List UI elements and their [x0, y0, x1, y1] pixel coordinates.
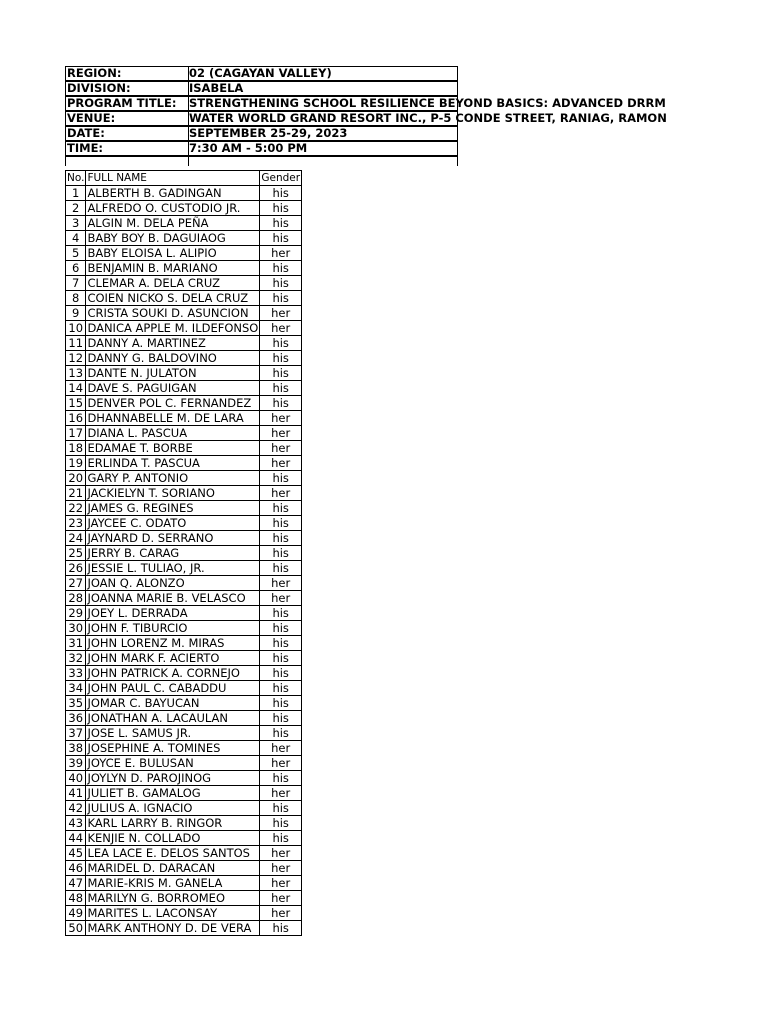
- participant-name: JOYLYN D. PAROJINOG: [86, 771, 260, 786]
- participant-name: JOMAR C. BAYUCAN: [86, 696, 260, 711]
- table-row: [66, 516, 302, 531]
- row-number: 38: [66, 741, 86, 756]
- row-number: 1: [66, 186, 86, 201]
- table-row: [66, 441, 302, 456]
- row-number: 16: [66, 411, 86, 426]
- table-row: [66, 591, 302, 606]
- participant-gender: his: [260, 396, 302, 411]
- participant-name: JOHN PATRICK A. CORNEJO: [86, 666, 260, 681]
- participant-gender: his: [260, 696, 302, 711]
- participant-name: CLEMAR A. DELA CRUZ: [86, 276, 260, 291]
- table-row: [66, 546, 302, 561]
- row-number: 45: [66, 846, 86, 861]
- participant-name: BABY BOY B. DAGUIAOG: [86, 231, 260, 246]
- participant-name: DANICA APPLE M. ILDEFONSO: [87, 320, 259, 335]
- participant-gender: his: [260, 621, 302, 636]
- participant-name: LEA LACE E. DELOS SANTOS: [86, 846, 260, 861]
- row-number: 49: [66, 906, 86, 921]
- participant-gender: his: [260, 186, 302, 201]
- header-row-time: [65, 141, 458, 156]
- table-row: [66, 456, 302, 471]
- participant-name: MARK ANTHONY D. DE VERA: [86, 921, 260, 936]
- table-body: [66, 186, 302, 936]
- header-row-venue: [65, 111, 667, 126]
- row-number: 40: [66, 771, 86, 786]
- row-number: 21: [66, 486, 86, 501]
- table-row: [66, 771, 302, 786]
- table-row: [66, 261, 302, 276]
- participant-name: DANNY G. BALDOVINO: [86, 351, 260, 366]
- row-number: 12: [66, 351, 86, 366]
- participant-gender: his: [260, 666, 302, 681]
- participant-name: JULIUS A. IGNACIO: [86, 801, 260, 816]
- participant-name: JAYCEE C. ODATO: [86, 516, 260, 531]
- row-number: 13: [66, 366, 86, 381]
- column-header-gender: Gender: [261, 171, 301, 184]
- participant-gender: his: [260, 366, 302, 381]
- row-number: 8: [66, 291, 86, 306]
- participant-name: JOEY L. DERRADA: [86, 606, 260, 621]
- row-number: 6: [66, 261, 86, 276]
- participant-gender: his: [260, 561, 302, 576]
- participant-name: JOSE L. SAMUS JR.: [86, 726, 260, 741]
- row-number: 3: [66, 216, 86, 231]
- header-row-region: [65, 66, 458, 81]
- row-number: 47: [66, 876, 86, 891]
- participant-name: DHANNABELLE M. DE LARA: [86, 411, 260, 426]
- row-number: 34: [66, 681, 86, 696]
- table-row: [66, 921, 302, 936]
- participant-gender: his: [260, 276, 302, 291]
- row-number: 36: [66, 711, 86, 726]
- participant-gender: his: [260, 711, 302, 726]
- table-row: [66, 756, 302, 771]
- header-row-division: [65, 81, 458, 96]
- participant-name: JOHN PAUL C. CABADDU: [86, 681, 260, 696]
- participant-name: DANTE N. JULATON: [86, 366, 260, 381]
- header-row-blank: [65, 156, 458, 166]
- table-row: [66, 336, 302, 351]
- table-row: [66, 666, 302, 681]
- participant-gender: her: [260, 906, 302, 921]
- row-number: 14: [66, 381, 86, 396]
- participant-name: JOSEPHINE A. TOMINES: [86, 741, 260, 756]
- participant-gender: her: [260, 891, 302, 906]
- participant-name: BABY ELOISA L. ALIPIO: [86, 246, 260, 261]
- table-row: [66, 471, 302, 486]
- row-number: 30: [66, 621, 86, 636]
- participant-name: ERLINDA T. PASCUA: [86, 456, 260, 471]
- table-row: [66, 381, 302, 396]
- participant-name: MARIE-KRIS M. GANELA: [86, 876, 260, 891]
- participant-gender: his: [260, 801, 302, 816]
- table-row: [66, 786, 302, 801]
- row-number: 43: [66, 816, 86, 831]
- table-row: [66, 636, 302, 651]
- header-block: [65, 66, 768, 166]
- table-row: [66, 291, 302, 306]
- participant-gender: her: [260, 591, 302, 606]
- participant-name: ALGIN M. DELA PEÑA: [86, 216, 260, 231]
- row-number: 32: [66, 651, 86, 666]
- participant-gender: her: [260, 861, 302, 876]
- participant-gender: her: [260, 441, 302, 456]
- participant-gender: his: [260, 351, 302, 366]
- header-row-date: [65, 126, 458, 141]
- row-number: 31: [66, 636, 86, 651]
- participant-gender: her: [260, 306, 302, 321]
- participant-gender: his: [260, 651, 302, 666]
- participant-gender: his: [260, 636, 302, 651]
- row-number: 20: [66, 471, 86, 486]
- row-number: 7: [66, 276, 86, 291]
- table-row: [66, 321, 302, 336]
- participant-name: JOAN Q. ALONZO: [86, 576, 260, 591]
- row-number: 27: [66, 576, 86, 591]
- table-row: [66, 561, 302, 576]
- venue-value: WATER WORLD GRAND RESORT INC., P-5 CONDE STREET, RANIAG, RAMON: [189, 111, 667, 125]
- table-row: [66, 681, 302, 696]
- row-number: 37: [66, 726, 86, 741]
- row-number: 25: [66, 546, 86, 561]
- region-label: REGION:: [66, 67, 189, 80]
- table-row: [66, 861, 302, 876]
- row-number: 35: [66, 696, 86, 711]
- participant-name: JONATHAN A. LACAULAN: [86, 711, 260, 726]
- participant-name: ALBERTH B. GADINGAN: [86, 186, 260, 201]
- participant-gender: her: [260, 456, 302, 471]
- participant-name: DIANA L. PASCUA: [86, 426, 260, 441]
- table-row: [66, 816, 302, 831]
- participant-gender: his: [260, 681, 302, 696]
- participant-gender: his: [260, 261, 302, 276]
- row-number: 5: [66, 246, 86, 261]
- participant-gender: his: [260, 291, 302, 306]
- program-value: STRENGTHENING SCHOOL RESILIENCE BEYOND BASICS: ADVANCED DRRM: [189, 96, 666, 110]
- participant-gender: his: [260, 336, 302, 351]
- table-row: [66, 411, 302, 426]
- participant-name: JOHN F. TIBURCIO: [86, 621, 260, 636]
- participant-gender: his: [260, 816, 302, 831]
- table-row: [66, 486, 302, 501]
- table-row: [66, 306, 302, 321]
- table-row: [66, 696, 302, 711]
- table-row: [66, 891, 302, 906]
- row-number: 2: [66, 201, 86, 216]
- participant-gender: his: [260, 531, 302, 546]
- participant-gender: her: [260, 486, 302, 501]
- row-number: 19: [66, 456, 86, 471]
- participant-gender: his: [260, 516, 302, 531]
- row-number: 24: [66, 531, 86, 546]
- table-row: [66, 831, 302, 846]
- column-header-no: No.: [67, 171, 85, 184]
- participant-name: DAVE S. PAGUIGAN: [86, 381, 260, 396]
- participant-gender: his: [260, 831, 302, 846]
- participant-name: JERRY B. CARAG: [86, 546, 260, 561]
- participant-gender: his: [260, 546, 302, 561]
- participant-gender: her: [260, 246, 302, 261]
- row-number: 9: [66, 306, 86, 321]
- table-row: [66, 711, 302, 726]
- participant-name: DENVER POL C. FERNANDEZ: [86, 396, 260, 411]
- participant-gender: her: [260, 321, 302, 336]
- participant-name: JACKIELYN T. SORIANO: [86, 486, 260, 501]
- row-number: 46: [66, 861, 86, 876]
- program-label: PROGRAM TITLE:: [66, 97, 189, 110]
- table-row: [66, 216, 302, 231]
- participant-name: MARILYN G. BORROMEO: [86, 891, 260, 906]
- date-label: DATE:: [66, 127, 189, 140]
- participant-gender: his: [260, 231, 302, 246]
- table-row: [66, 201, 302, 216]
- participant-name: DANNY A. MARTINEZ: [86, 336, 260, 351]
- participant-name: JESSIE L. TULIAO, JR.: [86, 561, 260, 576]
- row-number: 10: [66, 321, 86, 336]
- row-number: 22: [66, 501, 86, 516]
- division-value: ISABELA: [189, 81, 244, 95]
- participant-gender: her: [260, 426, 302, 441]
- table-row: [66, 351, 302, 366]
- participant-gender: her: [260, 846, 302, 861]
- participant-gender: his: [260, 921, 302, 936]
- row-number: 15: [66, 396, 86, 411]
- row-number: 11: [66, 336, 86, 351]
- table-row: [66, 846, 302, 861]
- participant-name: JULIET B. GAMALOG: [86, 786, 260, 801]
- division-label: DIVISION:: [66, 82, 189, 95]
- participant-gender: his: [260, 606, 302, 621]
- row-number: 41: [66, 786, 86, 801]
- participant-gender: her: [260, 786, 302, 801]
- participant-gender: his: [260, 501, 302, 516]
- table-row: [66, 876, 302, 891]
- participant-name: JOYCE E. BULUSAN: [86, 756, 260, 771]
- date-value: SEPTEMBER 25-29, 2023: [189, 126, 348, 140]
- row-number: 29: [66, 606, 86, 621]
- participant-gender: his: [260, 216, 302, 231]
- participant-gender: her: [260, 741, 302, 756]
- participant-gender: her: [260, 576, 302, 591]
- header-row-program: [65, 96, 666, 111]
- table-row: [66, 501, 302, 516]
- participant-gender: her: [260, 411, 302, 426]
- participant-name: GARY P. ANTONIO: [86, 471, 260, 486]
- row-number: 39: [66, 756, 86, 771]
- participant-name: ALFREDO O. CUSTODIO JR.: [86, 201, 260, 216]
- row-number: 26: [66, 561, 86, 576]
- table-header-row: [66, 171, 302, 186]
- participant-gender: his: [260, 381, 302, 396]
- column-header-full-name: FULL NAME: [86, 171, 260, 186]
- table-row: [66, 651, 302, 666]
- table-row: [66, 531, 302, 546]
- participant-gender: her: [260, 876, 302, 891]
- table-row: [66, 726, 302, 741]
- venue-label: VENUE:: [66, 112, 189, 125]
- row-number: 42: [66, 801, 86, 816]
- table-row: [66, 246, 302, 261]
- row-number: 28: [66, 591, 86, 606]
- row-number: 50: [66, 921, 86, 936]
- participant-gender: her: [260, 756, 302, 771]
- row-number: 44: [66, 831, 86, 846]
- table-row: [66, 186, 302, 201]
- participant-name: JAYNARD D. SERRANO: [86, 531, 260, 546]
- time-value: 7:30 AM - 5:00 PM: [189, 141, 308, 155]
- participant-name: KARL LARRY B. RINGOR: [86, 816, 260, 831]
- row-number: 18: [66, 441, 86, 456]
- participant-name: JOHN LORENZ M. MIRAS: [86, 636, 260, 651]
- time-label: TIME:: [66, 142, 189, 155]
- participant-name: JOHN MARK F. ACIERTO: [86, 651, 260, 666]
- participant-name: CRISTA SOUKI D. ASUNCION: [86, 306, 260, 321]
- participant-name: COIEN NICKO S. DELA CRUZ: [86, 291, 260, 306]
- row-number: 23: [66, 516, 86, 531]
- participant-gender: his: [260, 771, 302, 786]
- participant-name: BENJAMIN B. MARIANO: [86, 261, 260, 276]
- region-value: 02 (CAGAYAN VALLEY): [189, 66, 332, 80]
- participant-name: MARITES L. LACONSAY: [86, 906, 260, 921]
- table-row: [66, 231, 302, 246]
- table-row: [66, 276, 302, 291]
- participant-gender: his: [260, 726, 302, 741]
- table-row: [66, 426, 302, 441]
- participant-gender: his: [260, 201, 302, 216]
- table-row: [66, 366, 302, 381]
- table-row: [66, 576, 302, 591]
- row-number: 48: [66, 891, 86, 906]
- row-number: 33: [66, 666, 86, 681]
- participant-name: KENJIE N. COLLADO: [86, 831, 260, 846]
- row-number: 17: [66, 426, 86, 441]
- participant-gender: his: [260, 471, 302, 486]
- table-row: [66, 606, 302, 621]
- participant-name: EDAMAE T. BORBE: [86, 441, 260, 456]
- table-row: [66, 621, 302, 636]
- table-row: [66, 801, 302, 816]
- participant-name: JAMES G. REGINES: [86, 501, 260, 516]
- row-number: 4: [66, 231, 86, 246]
- table-row: [66, 396, 302, 411]
- participants-table: [65, 170, 302, 936]
- table-row: [66, 741, 302, 756]
- table-row: [66, 906, 302, 921]
- participant-name: JOANNA MARIE B. VELASCO: [86, 591, 260, 606]
- participant-name: MARIDEL D. DARACAN: [86, 861, 260, 876]
